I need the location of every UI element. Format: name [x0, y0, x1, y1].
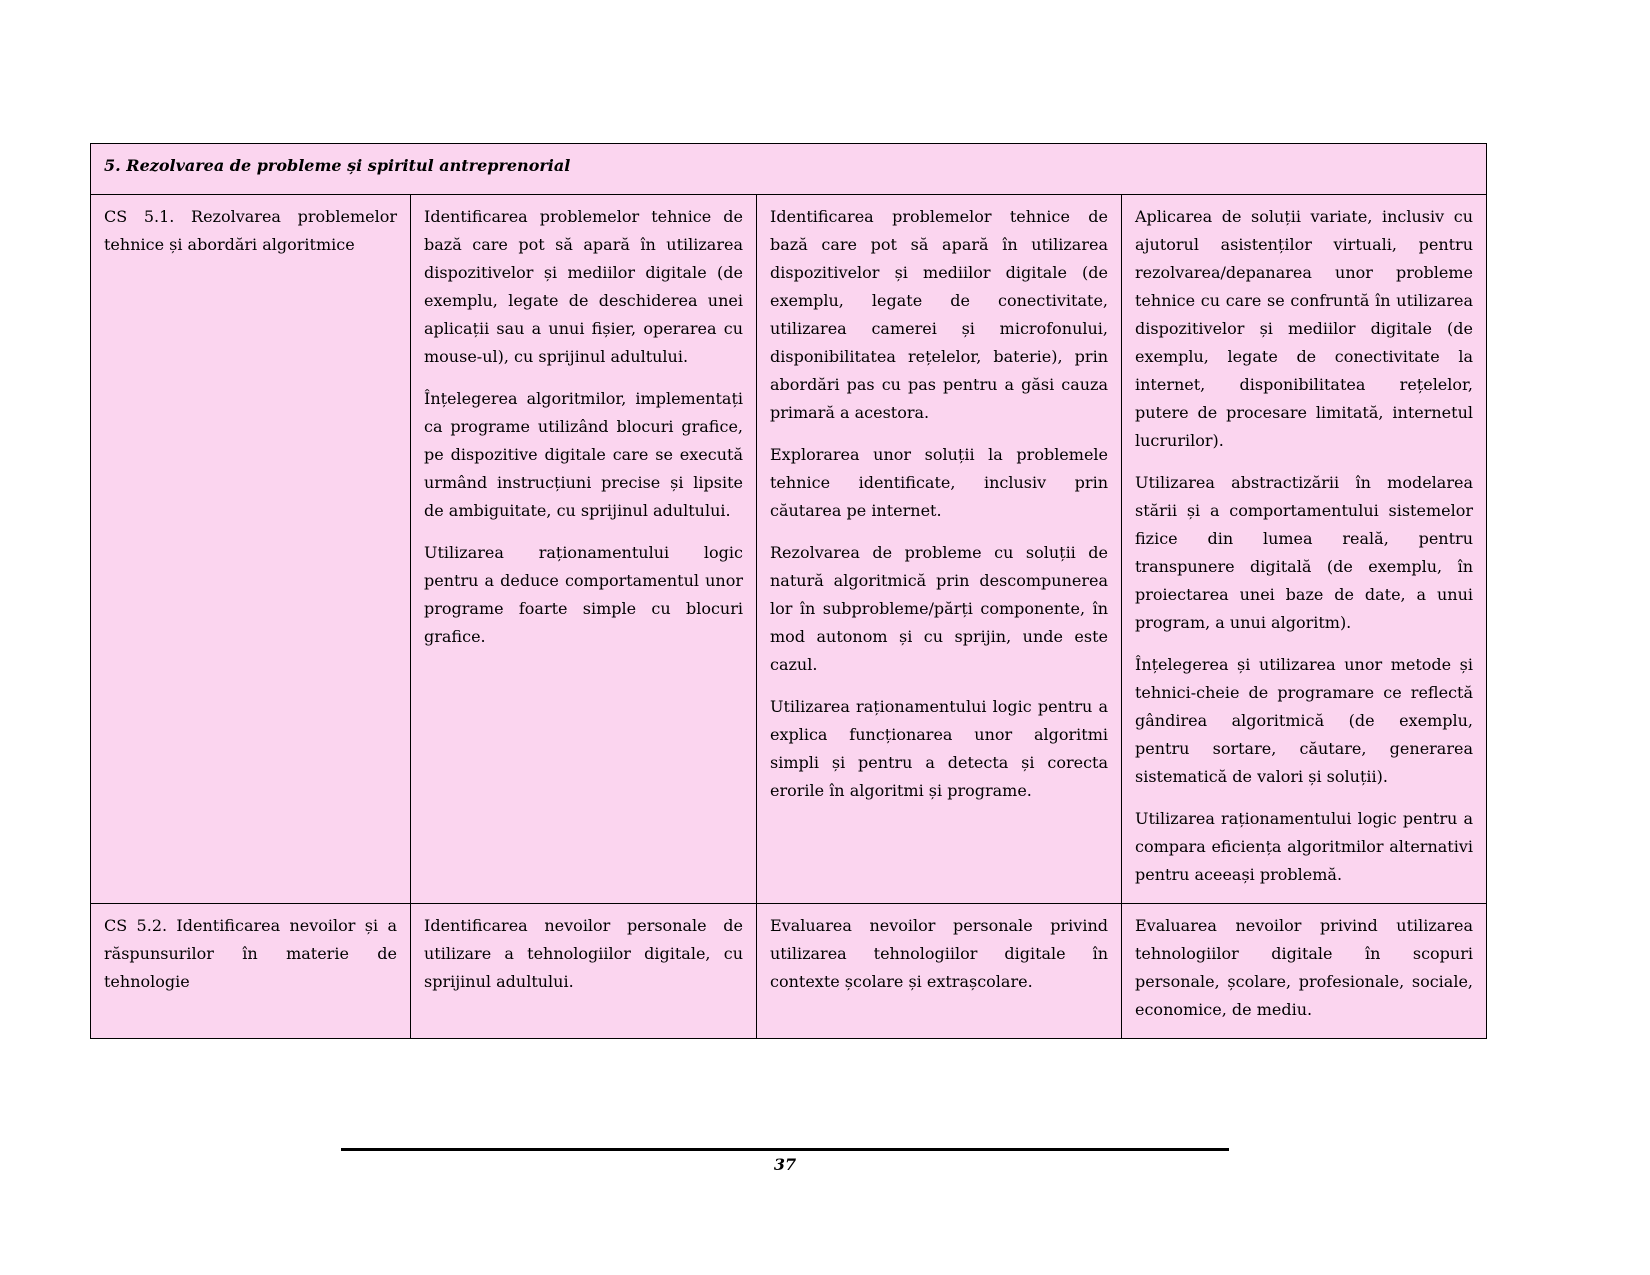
- paragraph: Explorarea unor soluții la problemele tehnice identificate, inclusiv prin căutarea pe internet.: [770, 445, 1108, 520]
- paragraph: Identificarea problemelor tehnice de bază care pot să apară în utilizarea dispozitivelor și mediilor digitale (de exemplu, legate de conectivitate, utilizarea camerei și microfonului, disponibilitatea rețelelor, baterie), prin abordări pas cu pas pentru a găsi cauza primară a acestora.: [770, 207, 1108, 422]
- paragraph: Evaluarea nevoilor personale privind utilizarea tehnologiilor digitale în contexte școlare și extrașcolare.: [770, 916, 1108, 991]
- paragraph: Utilizarea raționamentului logic pentru a explica funcționarea unor algoritmi simpli și pentru a detecta și corecta erorile în algoritmi și programe.: [770, 697, 1108, 800]
- level2-cell-cs52: [757, 904, 1122, 1039]
- paragraph: Înțelegerea și utilizarea unor metode și tehnici-cheie de programare ce reflectă gândirea algoritmică (de exemplu, pentru sortare, căutare, generarea sistematică de valori și soluții).: [1135, 655, 1473, 786]
- level3-cell-cs51: [1122, 195, 1487, 904]
- paragraph: Evaluarea nevoilor privind utilizarea tehnologiilor digitale în scopuri personale, școlare, profesionale, sociale, economice, de mediu.: [1135, 916, 1473, 1019]
- level1-cell-cs51: [411, 195, 757, 904]
- paragraph: Înțelegerea algoritmilor, implementați ca programe utilizând blocuri grafice, pe dispozitive digitale care se execută urmând instrucțiuni precise și lipsite de ambiguitate, cu sprijinul adultului.: [424, 389, 743, 520]
- paragraph: Identificarea nevoilor personale de utilizare a tehnologiilor digitale, cu sprijinul adultului.: [424, 916, 743, 991]
- competence-cell-cs51: [91, 195, 411, 904]
- table-row-cs52: [91, 904, 1487, 1039]
- paragraph: Aplicarea de soluții variate, inclusiv cu ajutorul asistenților virtuali, pentru rezolvarea/depanarea unor probleme tehnice cu care se confruntă în utilizarea dispozitivelor și mediilor digitale (de exemplu, legate de conectivitate la internet, disponibilitatea rețelelor, putere de procesare limitată, internetul lucrurilor).: [1135, 207, 1473, 450]
- page-footer: [0, 1148, 1650, 1174]
- section-header-row: [91, 144, 1487, 195]
- section-header: 5. Rezolvarea de probleme și spiritul antreprenorial: [91, 144, 1487, 195]
- competence-cell-cs52: [91, 904, 411, 1039]
- paragraph: Identificarea problemelor tehnice de bază care pot să apară în utilizarea dispozitivelor și mediilor digitale (de exemplu, legate de deschiderea unei aplicații sau a unui fișier, operarea cu mouse-ul), cu sprijinul adultului.: [424, 207, 743, 366]
- table-row-cs51: [91, 195, 1487, 904]
- level2-cell-cs51: [757, 195, 1122, 904]
- page-number: 37: [773, 1155, 797, 1174]
- paragraph: Rezolvarea de probleme cu soluții de natură algoritmică prin descompunerea lor în subprobleme/părți componente, în mod autonom și cu sprijin, unde este cazul.: [770, 543, 1108, 674]
- curriculum-table: [90, 143, 1487, 1039]
- level3-cell-cs52: [1122, 904, 1487, 1039]
- paragraph: Utilizarea raționamentului logic pentru a compara eficiența algoritmilor alternativi pentru aceeași problemă.: [1135, 809, 1473, 884]
- paragraph: Utilizarea abstractizării în modelarea stării și a comportamentului sistemelor fizice din lumea reală, pentru transpunere digitală (de exemplu, în proiectarea unei baze de date, a unui program, a unui algoritm).: [1135, 473, 1473, 632]
- footer-rule: [341, 1148, 1229, 1151]
- level1-cell-cs52: [411, 904, 757, 1039]
- paragraph: Utilizarea raționamentului logic pentru a deduce comportamentul unor programe foarte simple cu blocuri grafice.: [424, 543, 743, 646]
- competence-text: CS 5.1. Rezolvarea problemelor tehnice și abordări algoritmice: [104, 207, 397, 254]
- competence-text: CS 5.2. Identificarea nevoilor și a răspunsurilor în materie de tehnologie: [104, 916, 397, 991]
